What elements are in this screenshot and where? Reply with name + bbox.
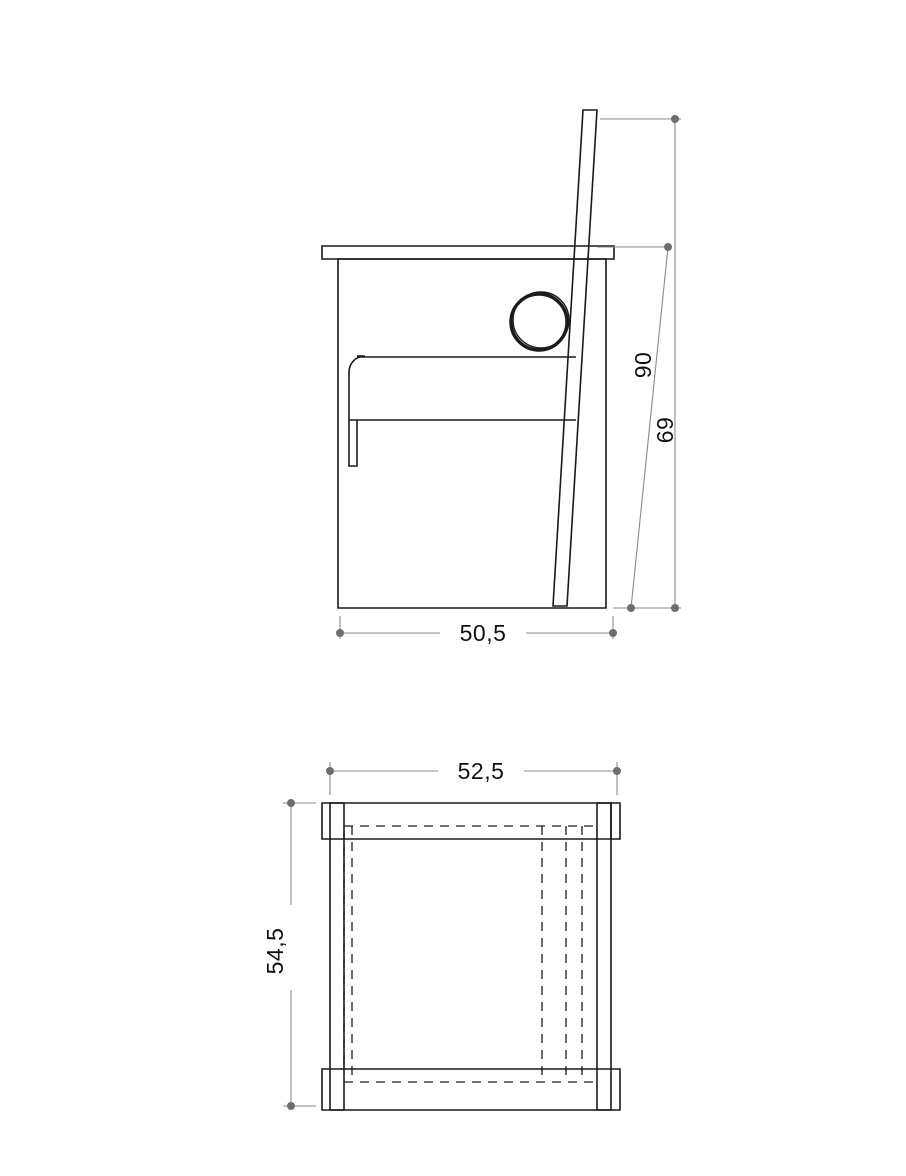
dimension-backrest-height-69	[597, 243, 678, 612]
plan-outline	[322, 803, 620, 1110]
armrest-profile	[349, 356, 576, 466]
round-cushion-detail	[511, 292, 569, 350]
dimension-plan-depth-545	[262, 799, 316, 1110]
hidden-lines	[344, 826, 597, 1082]
dimension-overall-depth-505	[336, 616, 617, 646]
backrest-post	[553, 110, 597, 606]
top-board	[322, 246, 614, 259]
dimension-label-plan-depth: 54,5	[262, 927, 288, 975]
dimension-overall-width-525	[326, 758, 621, 795]
dimension-label-overall-height: 90	[630, 351, 656, 379]
dimension-label-overall-width: 52,5	[457, 758, 505, 784]
side-elevation-view	[322, 110, 681, 646]
dimension-label-overall-depth: 50,5	[459, 620, 507, 646]
plan-view	[262, 758, 621, 1110]
dimension-overall-height-90	[600, 115, 681, 612]
dimension-label-backrest-height: 69	[652, 416, 678, 444]
